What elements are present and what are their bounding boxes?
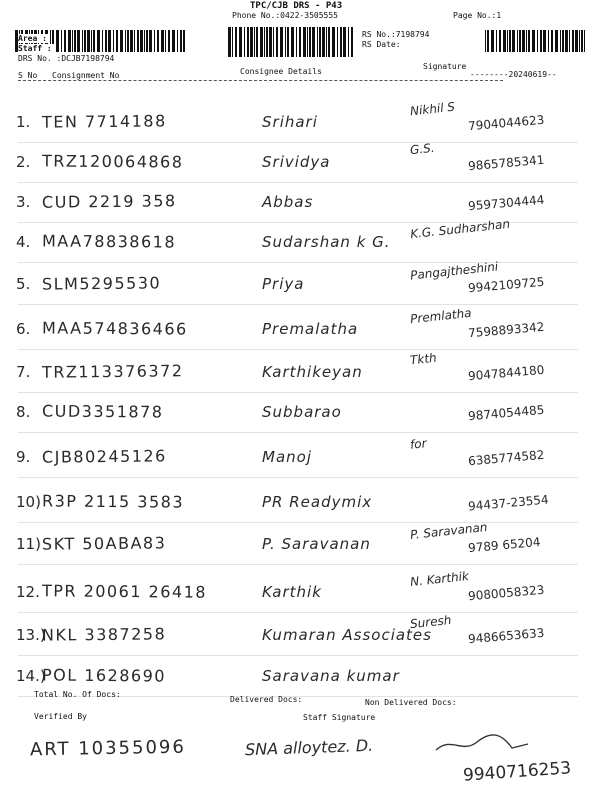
rs-date: RS Date: xyxy=(362,40,401,49)
table-row xyxy=(0,612,600,659)
row-number: 11) xyxy=(16,535,41,553)
drs-number: DRS No. :DCJB7198794 xyxy=(18,54,117,63)
verified-by-label: Verified By xyxy=(34,712,87,721)
handwritten-name: SNA alloytez. D. xyxy=(244,735,374,760)
table-row xyxy=(0,568,600,616)
row-number: 4. xyxy=(16,233,31,251)
receiver-signature: N. Karthik xyxy=(409,568,470,590)
table-row xyxy=(0,140,600,186)
area-label: Area : xyxy=(18,34,50,43)
header-divider xyxy=(18,80,503,81)
receiver-phone: 9080058323 xyxy=(467,582,545,604)
receiver-phone: 7598893342 xyxy=(467,319,545,341)
receiver-signature: Suresh xyxy=(409,612,453,632)
row-number: 14.) xyxy=(16,667,46,685)
consignment-number: TRZ120064868 xyxy=(41,151,184,172)
total-docs-label: Total No. Of Docs: xyxy=(34,690,121,699)
receiver-phone: 7904044623 xyxy=(467,112,545,134)
receiver-phone: 9874054485 xyxy=(467,402,545,424)
row-number: 3. xyxy=(16,193,31,211)
rs-number: RS No.:7198794 xyxy=(362,30,430,39)
consignee-name: P. Saravanan xyxy=(262,535,371,553)
staff-signature-label: Staff Signature xyxy=(303,713,376,722)
row-number: 13.) xyxy=(16,626,46,644)
signature-column-label: Signature xyxy=(423,62,467,71)
delivered-docs-label: Delivered Docs: xyxy=(230,695,303,704)
receiver-phone: 9597304444 xyxy=(467,192,545,214)
table-row xyxy=(0,398,600,436)
table-row xyxy=(0,436,600,481)
staff-label: Staff : xyxy=(18,44,55,53)
page-number: Page No.:1 xyxy=(453,11,502,20)
consignment-number: MAA574836466 xyxy=(41,318,188,339)
receiver-signature: G.S. xyxy=(409,140,436,158)
table-row xyxy=(0,259,600,308)
consignment-number: TRZ113376372 xyxy=(41,361,184,382)
consignee-name: PR Readymix xyxy=(262,493,373,511)
consignment-number: CJB80245126 xyxy=(41,446,167,467)
receiver-phone: 9865785341 xyxy=(467,152,545,174)
consignee-name: Sudarshan k G. xyxy=(262,233,391,251)
consignee-name: Abbas xyxy=(262,193,314,211)
receiver-phone: 9047844180 xyxy=(467,362,545,384)
consignment-number: TPR 20061 26418 xyxy=(41,581,208,602)
receiver-signature: P. Saravanan xyxy=(409,519,489,543)
receiver-signature: Pangajtheshini xyxy=(409,259,499,283)
consignee-name: Karthikeyan xyxy=(262,363,363,381)
barcode-right xyxy=(485,30,585,52)
table-row xyxy=(0,188,600,226)
receiver-signature: Tkth xyxy=(409,350,438,368)
consignee-name: Priya xyxy=(262,275,305,293)
consignment-number: NKL 3387258 xyxy=(41,624,167,645)
non-delivered-docs-label: Non Delivered Docs: xyxy=(365,698,457,707)
consignment-number: MAA78838618 xyxy=(41,231,177,252)
consignee-column-header: Consignee Details xyxy=(240,67,322,76)
receiver-signature: Nikhil S xyxy=(409,99,456,119)
table-row xyxy=(0,350,600,396)
barcode-center xyxy=(228,27,353,57)
consignment-number: CUD 2219 358 xyxy=(41,191,177,212)
receiver-phone: 9486653633 xyxy=(467,625,545,647)
consignment-number: SKT 50ABA83 xyxy=(41,533,167,554)
receiver-phone: 94437-23554 xyxy=(467,492,550,514)
row-number: 9. xyxy=(16,448,31,466)
receiver-phone: 9789 65204 xyxy=(467,534,542,556)
table-row xyxy=(0,216,600,266)
consignment-column-header: Consignment No xyxy=(52,71,120,80)
consignee-name: Kumaran Associates xyxy=(262,626,432,644)
row-number: 1. xyxy=(16,113,31,131)
consignee-name: Manoj xyxy=(262,448,312,466)
table-row xyxy=(0,99,600,146)
table-row xyxy=(0,305,600,353)
consignee-name: Premalatha xyxy=(262,320,359,338)
handwritten-code: ART 10355096 xyxy=(29,736,187,761)
consignee-name: Saravana kumar xyxy=(262,667,400,685)
receiver-phone: 9942109725 xyxy=(467,274,545,296)
header-date-line: --------20240619-- xyxy=(470,70,557,79)
row-number: 2. xyxy=(16,153,31,171)
consignment-number: CUD3351878 xyxy=(41,401,164,422)
consignment-number: R3P 2115 3583 xyxy=(41,491,185,512)
consignee-name: Karthik xyxy=(262,583,322,601)
consignee-name: Srihari xyxy=(262,113,318,131)
row-number: 7. xyxy=(16,363,31,381)
consignment-number: TEN 7714188 xyxy=(41,111,167,132)
row-number: 12. xyxy=(16,583,40,601)
receiver-signature: K.G. Sudharshan xyxy=(409,216,511,242)
row-number: 6. xyxy=(16,320,31,338)
footer-signature-scribble xyxy=(432,730,532,758)
consignment-number: POL 1628690 xyxy=(41,665,167,686)
table-row xyxy=(0,488,600,526)
table-row xyxy=(0,519,600,568)
receiver-phone: 6385774582 xyxy=(467,447,545,469)
row-number: 8. xyxy=(16,403,31,421)
receiver-signature: for xyxy=(409,436,428,452)
row-number: 10) xyxy=(16,493,41,511)
handwritten-phone: 9940716253 xyxy=(462,758,572,786)
consignee-name: Srividya xyxy=(262,153,331,171)
sno-column-header: S No xyxy=(18,71,38,80)
row-number: 5. xyxy=(16,275,31,293)
consignment-number: SLM5295530 xyxy=(41,273,162,294)
receiver-signature: Premlatha xyxy=(409,305,473,327)
consignee-name: Subbarao xyxy=(262,403,342,421)
phone-number: Phone No.:0422-3505555 xyxy=(232,11,338,20)
document-title: TPC/CJB DRS - P43 xyxy=(250,1,343,11)
